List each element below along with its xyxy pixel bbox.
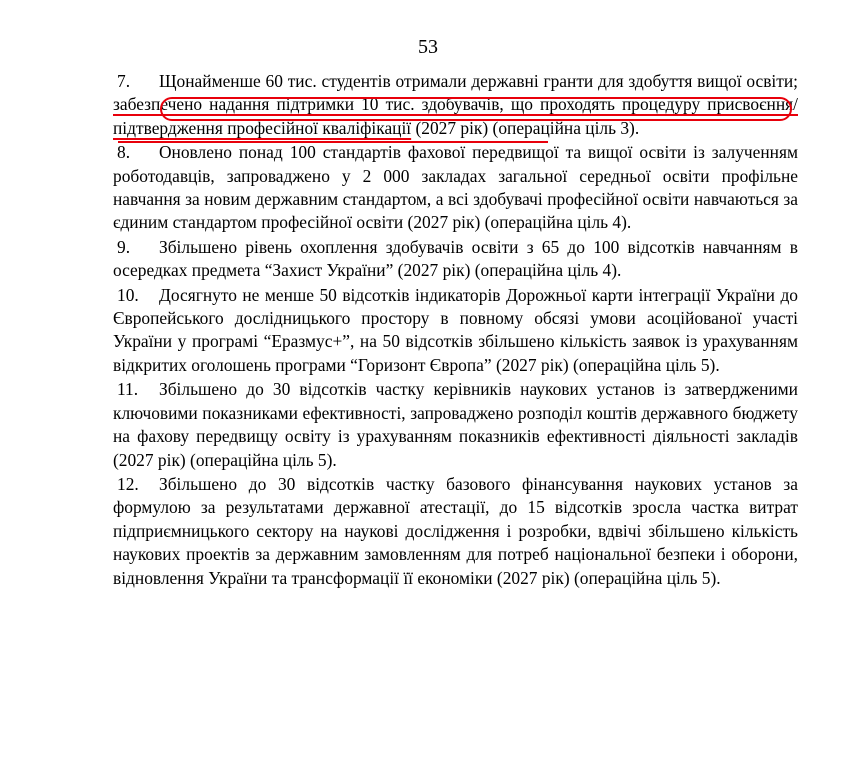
item-text: Досягнуто не менше 50 відсотків індикаторів Дорожньої карти інтеграції України до Європейського дослідницького простору в повному обсязі умови асоційованої участі України у програмі “Еразмус+”, на 50 відсотків збільшено кількість заявок із урахуванням відкритих оголошень програми “Горизонт Європа” (2027 рік) (операційна ціль 5). [113, 284, 798, 375]
item-text: Збільшено до 30 відсотків частку базового фінансування наукових установ за формулою за результатами державної атестації, до 15 відсотків зросла частка витрат підприємницького сектору на наукові дослідження і розробки, вдвічі збільшено кількість наукових проектів за державним замовленням для потреб національної безпеки і оборони, відновлення України та трансформації її економіки (2027 рік) (операційна ціль 5). [113, 473, 798, 588]
page-number: 53 [418, 36, 438, 58]
item-text: (2027 рік) (операційна ціль 3). [411, 117, 640, 138]
item-number: 12. [117, 473, 139, 494]
item-number: 10. [117, 284, 139, 305]
item-number: 7. [117, 71, 131, 91]
item-text: Збільшено рівень охоплення здобувачів освіти з 65 до 100 відсотків навчанням в осередках предмета “Захист України” (2027 рік) (операційна ціль 4). [113, 236, 798, 281]
list-item-7 [113, 70, 798, 140]
item-text: Збільшено до 30 відсотків частку керівників наукових установ із затвердженими ключовими показниками ефективності, запроваджено розподіл коштів державного бюджету на фахову передвищу освіту із урахуванням показників ефективності діяльності закладів (2027 рік) (операційна ціль 5). [113, 379, 798, 470]
list-item-8 [113, 141, 798, 235]
item-number: 8. [117, 142, 131, 163]
item-number: 9. [117, 236, 131, 257]
document-body [113, 70, 798, 591]
list-item-12 [113, 473, 798, 590]
highlighted-text: забезпечено надання підтримки 10 тис. здобувачів, що проходять процедуру присвоєння/підтвердження професійної кваліфікації [113, 94, 798, 138]
item-number: 11. [117, 379, 139, 400]
item-text: Щонайменше 60 тис. студентів отримали державні гранти для здобуття вищої освіти; [159, 71, 798, 91]
item-text: Оновлено понад 100 стандартів фахової передвищої та вищої освіти із залученням роботодавців, запроваджено у 2 000 закладах загальної середньої освіти профільне навчання за новим державним стандартом, а всі здобувачі професійної освіти навчаються за єдиним стандартом професійної освіти (2027 рік) (операційна ціль 4). [113, 142, 798, 233]
list-item-11 [113, 378, 798, 472]
list-item-9 [113, 236, 798, 283]
list-item-10 [113, 284, 798, 378]
